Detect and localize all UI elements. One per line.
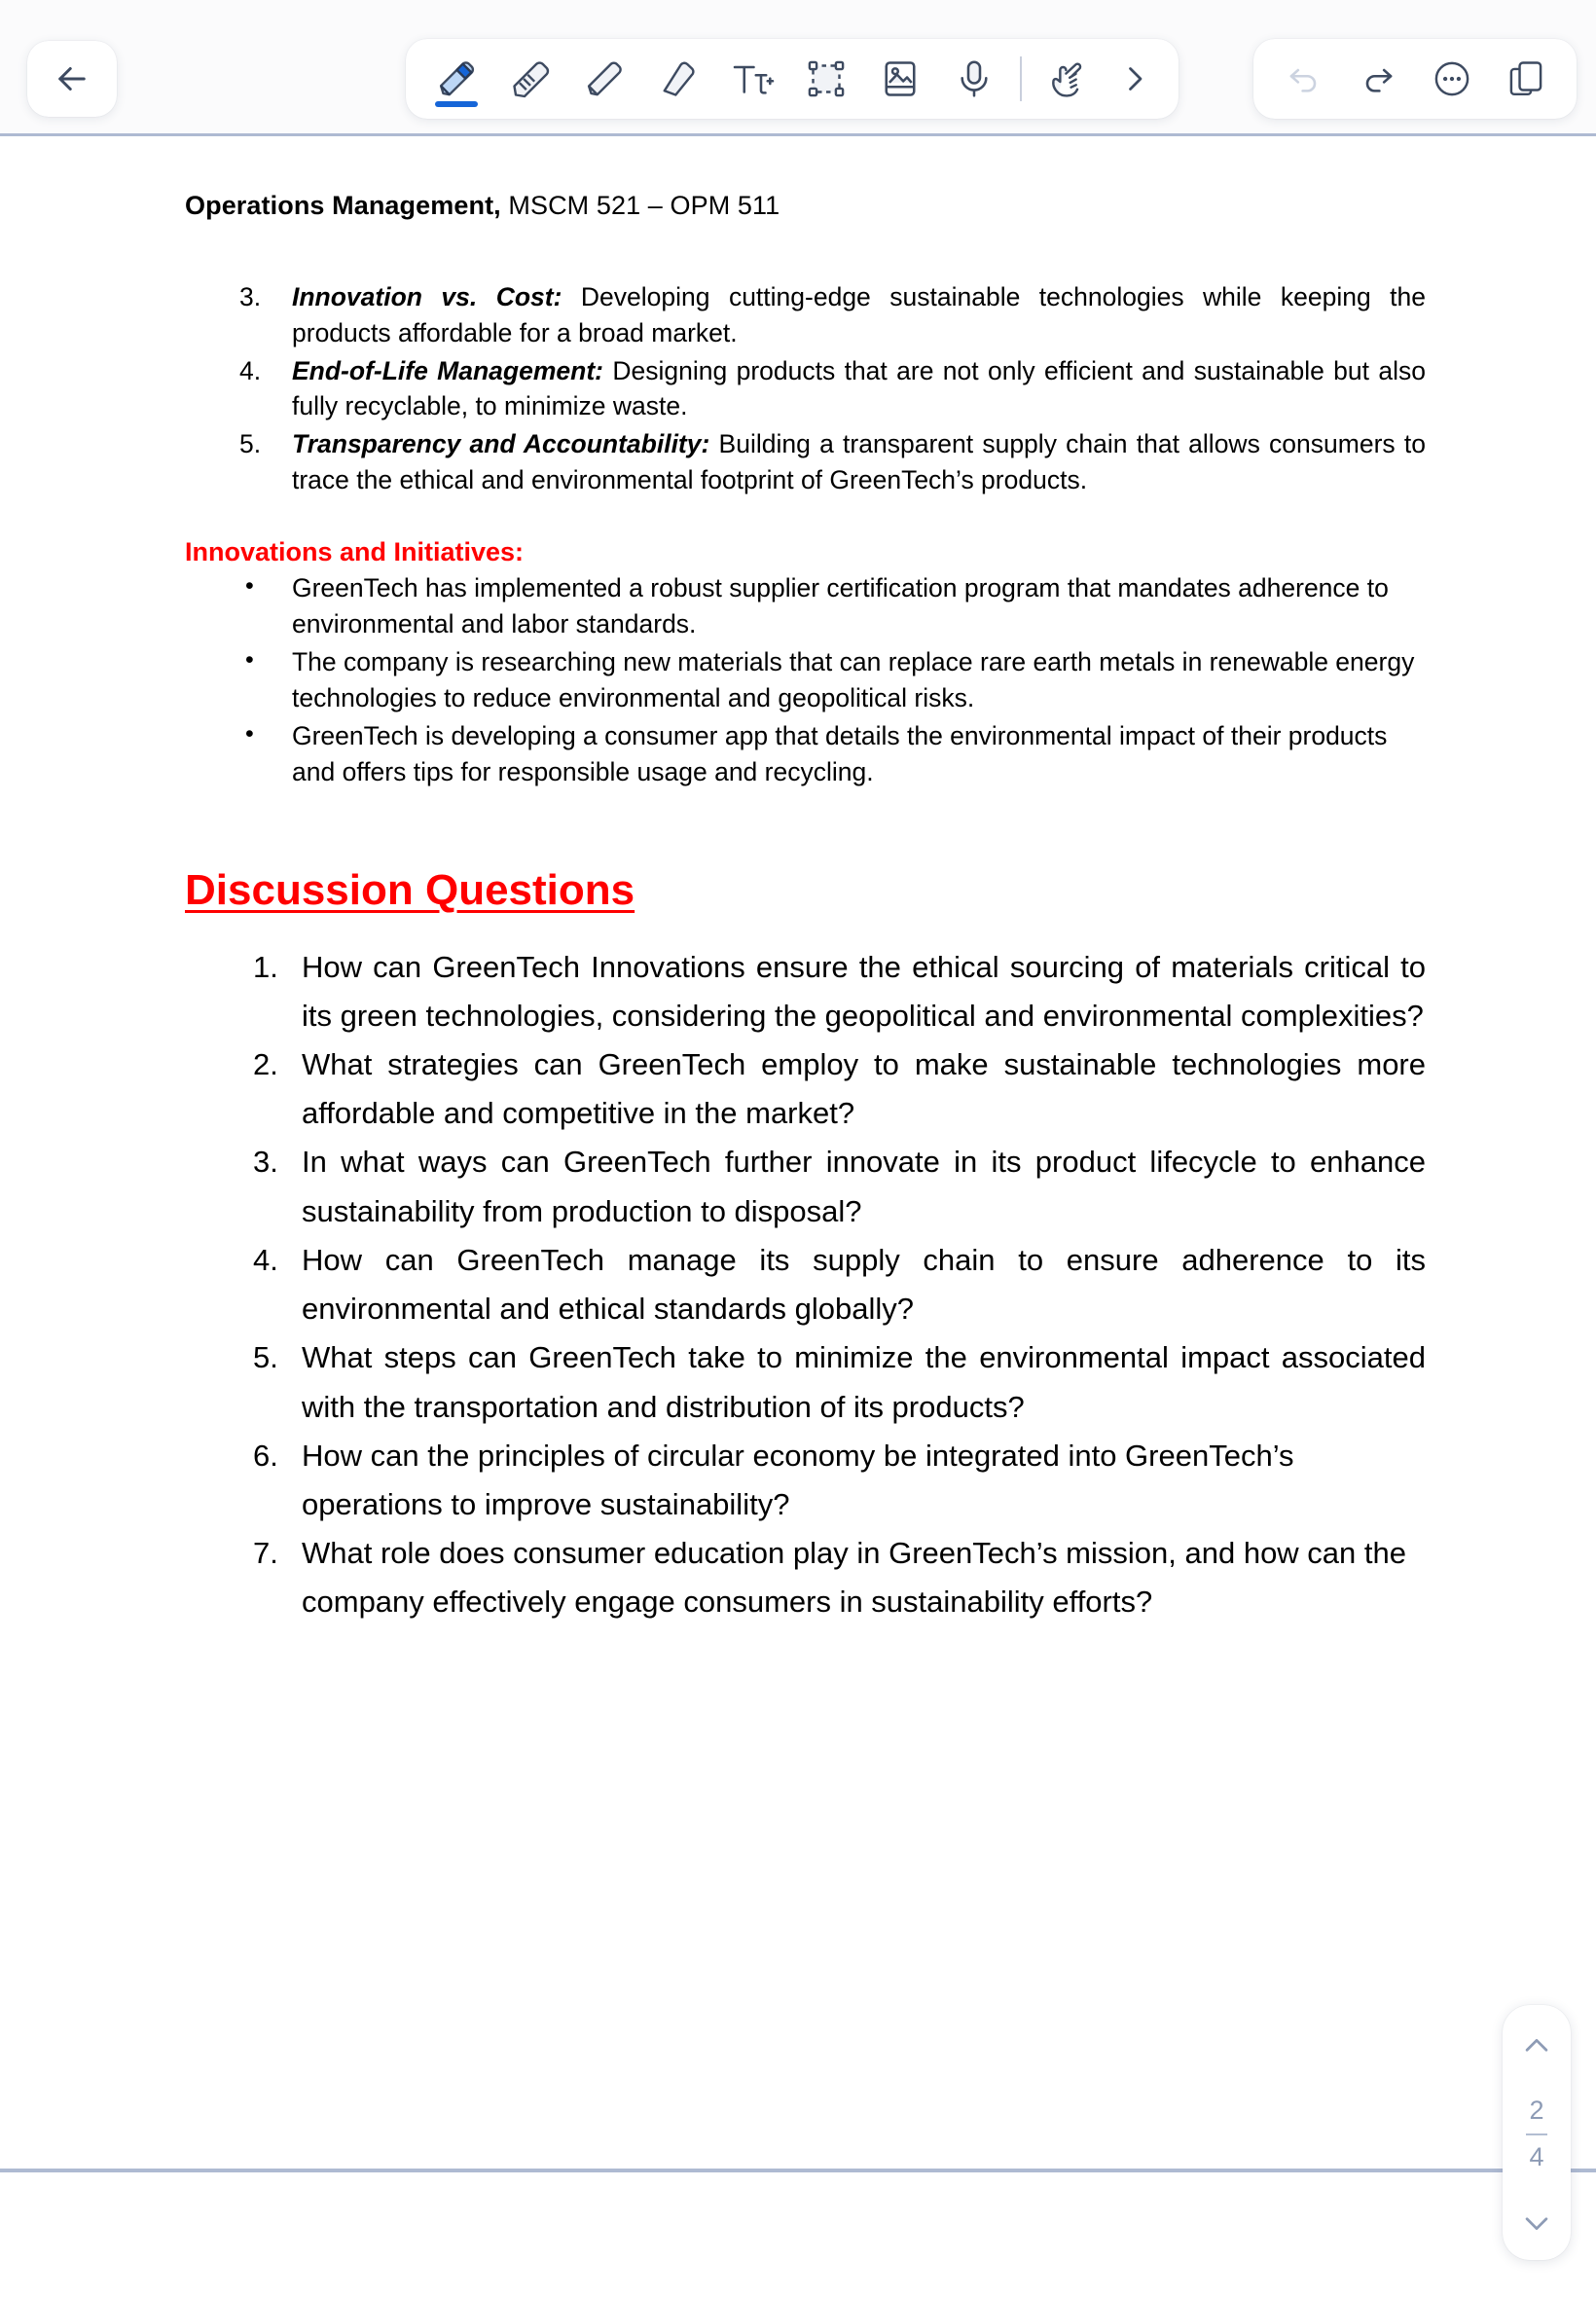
- marker-tool-button[interactable]: [493, 41, 567, 117]
- list-item: [236, 644, 1426, 716]
- list-item: [236, 426, 1426, 498]
- question-text: How can GreenTech manage its supply chain to ensure adherence to its environmental and ethical standards globally?: [302, 1242, 1426, 1327]
- highlighter-icon: [581, 55, 628, 102]
- list-item: [253, 1432, 1426, 1529]
- more-button[interactable]: [1415, 41, 1489, 117]
- list-marker: 6.: [253, 1438, 278, 1473]
- list-item-lead: Innovation vs. Cost:: [292, 282, 562, 311]
- list-marker: 1.: [253, 949, 278, 984]
- list-item: [253, 1040, 1426, 1138]
- current-page-number: 2: [1529, 2096, 1544, 2126]
- text-tool-button[interactable]: [715, 41, 789, 117]
- list-marker: 2.: [253, 1046, 278, 1081]
- page-navigator: [1503, 2005, 1571, 2260]
- list-item-body: GreenTech has implemented a robust supplier certification program that mandates adherence to environmental and labor standards.: [292, 572, 1389, 639]
- list-item: [253, 943, 1426, 1040]
- undo-icon: [1283, 57, 1325, 100]
- pages-copy-icon: [1504, 56, 1548, 101]
- chevron-down-icon: [1520, 2206, 1553, 2240]
- list-marker: 5.: [239, 429, 262, 459]
- challenges-list: [185, 279, 1426, 498]
- innovations-list: [185, 570, 1426, 791]
- page-up-button[interactable]: [1514, 2026, 1559, 2065]
- lasso-select-tool-button[interactable]: [789, 41, 863, 117]
- innovations-heading: Innovations and Initiatives:: [185, 536, 525, 566]
- list-item: [236, 353, 1426, 425]
- top-toolbar: [0, 0, 1596, 136]
- list-item: [253, 1333, 1426, 1431]
- hand-tool-button[interactable]: [1031, 41, 1105, 117]
- list-marker: 3.: [253, 1145, 278, 1180]
- more-horizontal-circle-icon: [1430, 56, 1474, 101]
- list-item-body: Developing cutting-edge sustainable technologies while keeping the products affordable for a broad market.: [292, 282, 1426, 347]
- pen-icon: [433, 55, 480, 102]
- list-item: [253, 1529, 1426, 1626]
- hand-icon: [1044, 55, 1091, 102]
- list-item: [253, 1138, 1426, 1235]
- list-item-body: Building a transparent supply chain that allows consumers to trace the ethical and environmental footprint of GreenTech’s products.: [292, 429, 1426, 495]
- question-text: What steps can GreenTech take to minimize the environmental impact associated with the transportation and distribution of its products?: [302, 1340, 1426, 1424]
- list-marker: 5.: [253, 1340, 278, 1375]
- microphone-icon: [951, 55, 998, 102]
- drawing-tools-group: [406, 39, 1179, 119]
- question-text: In what ways can GreenTech further innovate in its product lifecycle to enhance sustainability from production to disposal?: [302, 1145, 1426, 1228]
- list-marker: 4.: [253, 1242, 278, 1277]
- document-page-2: [0, 139, 1596, 2172]
- undo-button[interactable]: [1267, 41, 1341, 117]
- page-down-button[interactable]: [1514, 2204, 1559, 2242]
- running-header-bold: Operations Management,: [185, 191, 501, 220]
- back-button[interactable]: [27, 41, 117, 117]
- bullet-marker: •: [245, 646, 254, 675]
- chevron-up-icon: [1520, 2029, 1553, 2062]
- pages-button[interactable]: [1489, 41, 1563, 117]
- toolbar-divider: [1020, 56, 1022, 101]
- text-tool-icon: [729, 55, 776, 102]
- image-icon: [877, 55, 924, 102]
- discussion-questions-title: Discussion Questions: [185, 865, 635, 914]
- document-viewport[interactable]: [0, 139, 1596, 2297]
- list-item-body: GreenTech is developing a consumer app that details the environmental impact of their products and offers tips for responsible usage and recycling.: [292, 721, 1388, 787]
- eraser-tool-button[interactable]: [641, 41, 715, 117]
- question-text: What role does consumer education play in GreenTech’s mission, and how can the company effectively engage consumers in sustainability efforts?: [302, 1536, 1406, 1620]
- list-item-body: The company is researching new materials that can replace rare earth metals in renewable energy technologies to reduce environmental and geopolitical risks.: [292, 647, 1415, 713]
- list-item: [236, 718, 1426, 790]
- redo-button[interactable]: [1341, 41, 1415, 117]
- question-text: How can the principles of circular economy be integrated into GreenTech’s operations to improve sustainability?: [302, 1438, 1294, 1521]
- image-tool-button[interactable]: [863, 41, 937, 117]
- marker-icon: [507, 55, 554, 102]
- page-running-header: [185, 193, 1426, 219]
- list-item-lead: End-of-Life Management:: [292, 355, 603, 385]
- more-tools-button[interactable]: [1105, 41, 1165, 117]
- bullet-marker: •: [245, 571, 254, 600]
- list-item: [253, 1236, 1426, 1333]
- running-header-rest: MSCM 521 – OPM 511: [500, 191, 780, 220]
- bullet-marker: •: [245, 720, 254, 748]
- document-actions-group: [1253, 39, 1577, 119]
- eraser-icon: [655, 55, 702, 102]
- question-text: What strategies can GreenTech employ to make sustainable technologies more affordable and competitive in the market?: [302, 1046, 1426, 1131]
- list-item: [236, 279, 1426, 351]
- highlighter-tool-button[interactable]: [567, 41, 641, 117]
- redo-icon: [1357, 57, 1399, 100]
- page-counter: [1526, 2096, 1547, 2173]
- back-arrow-icon: [52, 58, 92, 99]
- microphone-tool-button[interactable]: [937, 41, 1011, 117]
- chevron-right-icon: [1117, 61, 1152, 96]
- question-text: How can GreenTech Innovations ensure the ethical sourcing of materials critical to its green technologies, considering the geopolitical and environmental complexities?: [302, 949, 1426, 1033]
- page-counter-separator: [1526, 2133, 1547, 2135]
- list-marker: 7.: [253, 1536, 278, 1571]
- list-marker: 4.: [239, 355, 262, 385]
- list-marker: 3.: [239, 282, 262, 311]
- discussion-questions-list: [185, 943, 1426, 1627]
- selection-box-icon: [803, 55, 850, 102]
- total-page-number: 4: [1529, 2142, 1544, 2171]
- pen-tool-button[interactable]: [419, 41, 493, 117]
- list-item: [236, 570, 1426, 642]
- list-item-lead: Transparency and Accountability:: [292, 429, 710, 459]
- list-item-body: Designing products that are not only efficient and sustainable but also fully recyclable, to minimize waste.: [292, 355, 1426, 421]
